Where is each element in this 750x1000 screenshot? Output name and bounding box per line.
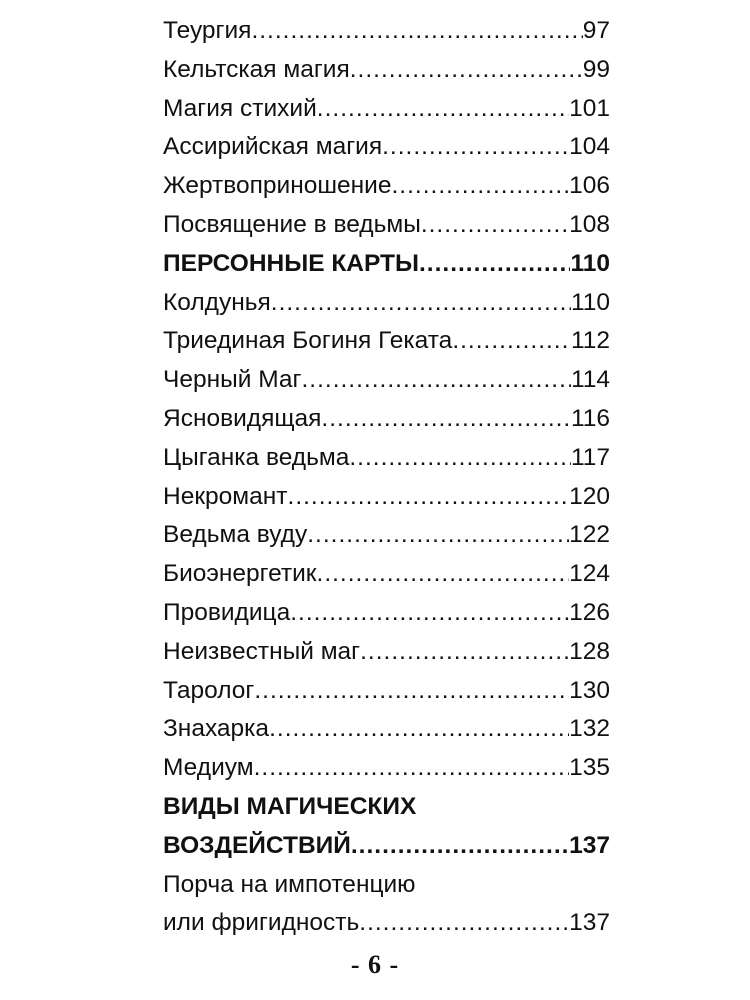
- toc-entry-title: Знахарка: [163, 715, 270, 743]
- toc-section-heading: [163, 245, 610, 284]
- toc-entry-page: 97: [582, 17, 610, 44]
- toc-entry-page: 130: [569, 676, 610, 704]
- toc-entry-title: Колдунья: [163, 288, 271, 316]
- toc-entry-title: Ассирийская магия: [163, 133, 383, 161]
- toc-entry-title: Ясновидящая: [163, 404, 322, 432]
- dot-leader: [349, 439, 571, 478]
- toc-entry-page: 128: [569, 637, 610, 665]
- toc-entry: [163, 904, 610, 943]
- toc-entry-page: 101: [569, 94, 610, 122]
- toc-entry-page: 104: [569, 133, 610, 161]
- toc-entry-title: Теургия: [163, 17, 252, 44]
- toc-entry: [163, 128, 610, 167]
- toc-entry-title: ВИДЫ МАГИЧЕСКИХ: [163, 792, 417, 820]
- dot-leader: [254, 672, 569, 711]
- toc-entry: [163, 400, 610, 439]
- toc-entry-title: Черный Маг: [163, 366, 302, 394]
- toc-entry: [163, 594, 610, 633]
- toc-entry: [163, 749, 610, 788]
- dot-leader: [271, 284, 571, 323]
- dot-leader: [317, 90, 569, 129]
- toc-entry-page: 122: [569, 521, 610, 549]
- dot-leader: [307, 516, 569, 555]
- table-of-contents: [163, 12, 610, 943]
- toc-entry-title: Таролог: [163, 676, 255, 704]
- toc-entry-title: Жертвоприношение: [163, 172, 392, 200]
- toc-entry-title: Триединая Богиня Геката: [163, 327, 453, 355]
- dot-leader: [254, 749, 570, 788]
- toc-entry-page: 110: [570, 249, 610, 277]
- toc-entry-page: 108: [569, 210, 610, 238]
- toc-entry: [163, 12, 610, 51]
- toc-entry-page: 137: [569, 831, 610, 859]
- dot-leader: [419, 245, 571, 284]
- dot-leader: [251, 12, 582, 51]
- toc-entry-page: 124: [569, 560, 610, 588]
- toc-entry-title: Ведьма вуду: [163, 521, 308, 549]
- toc-entry-title: Неизвестный маг: [163, 637, 361, 665]
- toc-section-heading: [163, 788, 610, 827]
- dot-leader: [452, 322, 571, 361]
- toc-entry: [163, 284, 610, 323]
- toc-entry-title: Магия стихий: [163, 94, 317, 122]
- toc-entry-title: Посвящение в ведьмы: [163, 210, 421, 238]
- toc-entry-title: Некромант: [163, 482, 288, 510]
- toc-entry-page: 126: [569, 598, 610, 626]
- toc-entry: [163, 633, 610, 672]
- toc-entry-title: Биоэнергетик: [163, 560, 317, 588]
- toc-entry-page: 135: [569, 754, 610, 782]
- toc-entry-page: 132: [569, 715, 610, 743]
- toc-entry-page: 112: [570, 327, 610, 355]
- toc-entry-page: 114: [570, 366, 610, 394]
- toc-entry: [163, 90, 610, 129]
- toc-entry: [163, 866, 610, 905]
- toc-entry: [163, 710, 610, 749]
- toc-entry-page: 117: [570, 443, 610, 471]
- toc-entry-title: Порча на импотенцию: [163, 870, 416, 898]
- toc-entry: [163, 361, 610, 400]
- toc-entry-page: 116: [570, 404, 610, 432]
- toc-entry: [163, 206, 610, 245]
- dot-leader: [382, 128, 569, 167]
- dot-leader: [360, 633, 569, 672]
- dot-leader: [359, 904, 569, 943]
- toc-entry-title: или фригидность: [163, 909, 360, 937]
- dot-leader: [421, 206, 569, 245]
- dot-leader: [288, 478, 570, 517]
- toc-entry-title: Цыганка ведьма: [163, 443, 350, 471]
- dot-leader: [317, 555, 570, 594]
- toc-entry-page: 110: [570, 288, 610, 316]
- dot-leader: [301, 361, 570, 400]
- toc-entry: [163, 478, 610, 517]
- toc-entry-title: Провидица: [163, 598, 291, 626]
- page-number: - 6 -: [350, 950, 400, 979]
- dot-leader: [351, 827, 569, 866]
- toc-entry-title: ПЕРСОННЫЕ КАРТЫ: [163, 249, 419, 277]
- toc-entry: [163, 516, 610, 555]
- toc-entry: [163, 322, 610, 361]
- toc-entry: [163, 672, 610, 711]
- toc-entry-title: Кельтская магия: [163, 55, 350, 83]
- toc-section-heading: [163, 827, 610, 866]
- dot-leader: [269, 710, 569, 749]
- toc-entry-page: 120: [569, 482, 610, 510]
- dot-leader: [350, 51, 583, 90]
- toc-entry-title: Медиум: [163, 754, 254, 782]
- dot-leader: [391, 167, 569, 206]
- dot-leader: [321, 400, 571, 439]
- toc-entry-title: ВОЗДЕЙСТВИЙ: [163, 831, 351, 859]
- dot-leader: [290, 594, 569, 633]
- toc-entry-page: 99: [582, 55, 610, 83]
- toc-entry: [163, 51, 610, 90]
- toc-entry: [163, 167, 610, 206]
- toc-entry-page: 106: [569, 172, 610, 200]
- toc-entry: [163, 439, 610, 478]
- toc-entry-page: 137: [569, 909, 610, 937]
- toc-entry: [163, 555, 610, 594]
